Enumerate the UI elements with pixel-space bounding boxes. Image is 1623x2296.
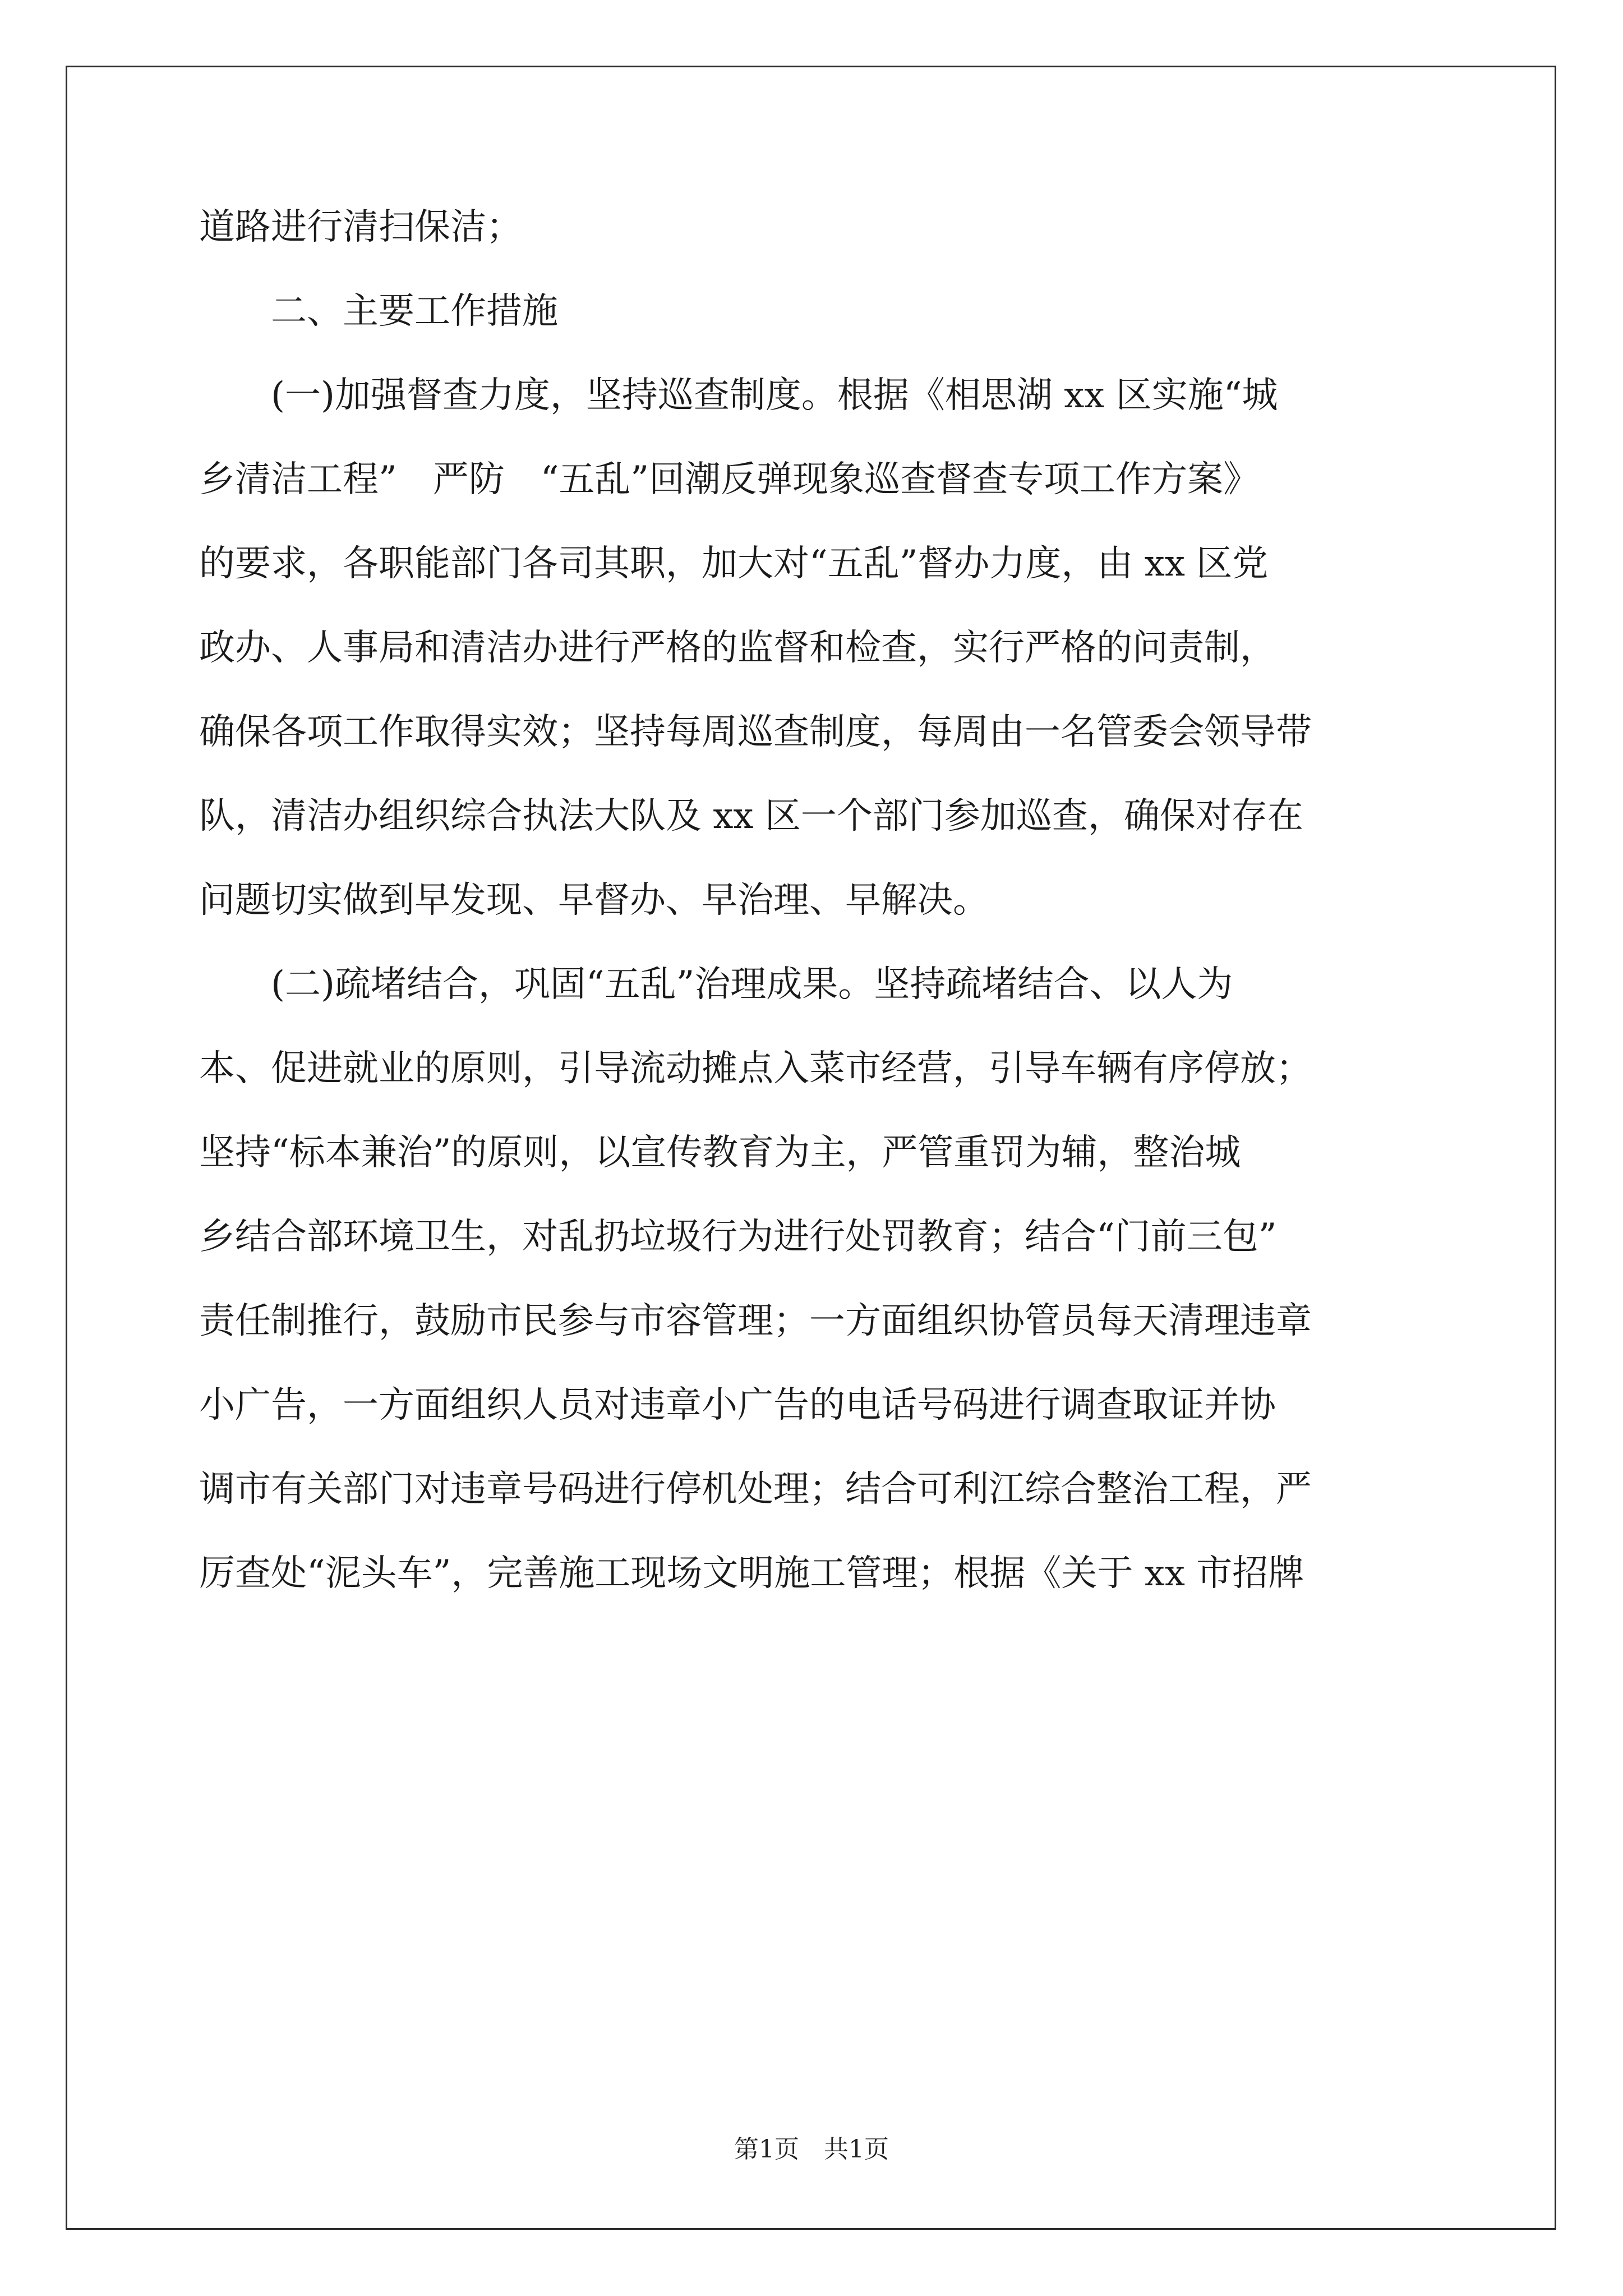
section-heading: 二、主要工作措施 <box>199 291 558 332</box>
document-body <box>199 185 1430 1616</box>
text-line: 政办、人事局和清洁办进行严格的监督和检查，实行严格的问责制， <box>199 627 1276 669</box>
text-line: 问题切实做到早发现、早督办、早治理、早解决。 <box>199 880 989 921</box>
text-line: 乡结合部环境卫生，对乱扔垃圾行为进行处罚教育；结合“门前三包” <box>199 1216 1277 1258</box>
text-line: 责任制推行，鼓励市民参与市容管理；一方面组织协管员每天清理违章 <box>199 1300 1312 1342</box>
text-line: 确保各项工作取得实效；坚持每周巡查制度，每周由一名管委会领导带 <box>199 711 1312 753</box>
text-line: 的要求，各职能部门各司其职，加大对“五乱”督办力度，由 xx 区党 <box>199 543 1269 585</box>
text-line: 调市有关部门对违章号码进行停机处理；结合可利江综合整治工程，严 <box>199 1469 1312 1510</box>
page-footer: 第1页 共1页 <box>734 2135 889 2164</box>
text-line: 乡清洁工程” 严防 “五乱”回潮反弹现象巡查督查专项工作方案》 <box>199 459 1260 500</box>
text-line: 厉查处“泥头车”，完善施工现场文明施工管理；根据《关于 xx 市招牌 <box>199 1553 1304 1594</box>
text-line: (二)疏堵结合，巩固“五乱”治理成果。坚持疏堵结合、以人为 <box>199 964 1233 1005</box>
text-line: 队，清洁办组织综合执法大队及 xx 区一个部门参加巡查，确保对存在 <box>199 795 1303 837</box>
text-line: 小广告，一方面组织人员对违章小广告的电话号码进行调查取证并协 <box>199 1384 1276 1426</box>
text-line: (一)加强督查力度，坚持巡查制度。根据《相思湖 xx 区实施“城 <box>199 375 1278 416</box>
text-line: 本、促进就业的原则，引导流动摊点入菜市经营，引导车辆有序停放； <box>199 1048 1312 1089</box>
text-line: 道路进行清扫保洁； <box>199 206 522 248</box>
text-line: 坚持“标本兼治”的原则，以宣传教育为主，严管重罚为辅，整治城 <box>199 1132 1241 1174</box>
